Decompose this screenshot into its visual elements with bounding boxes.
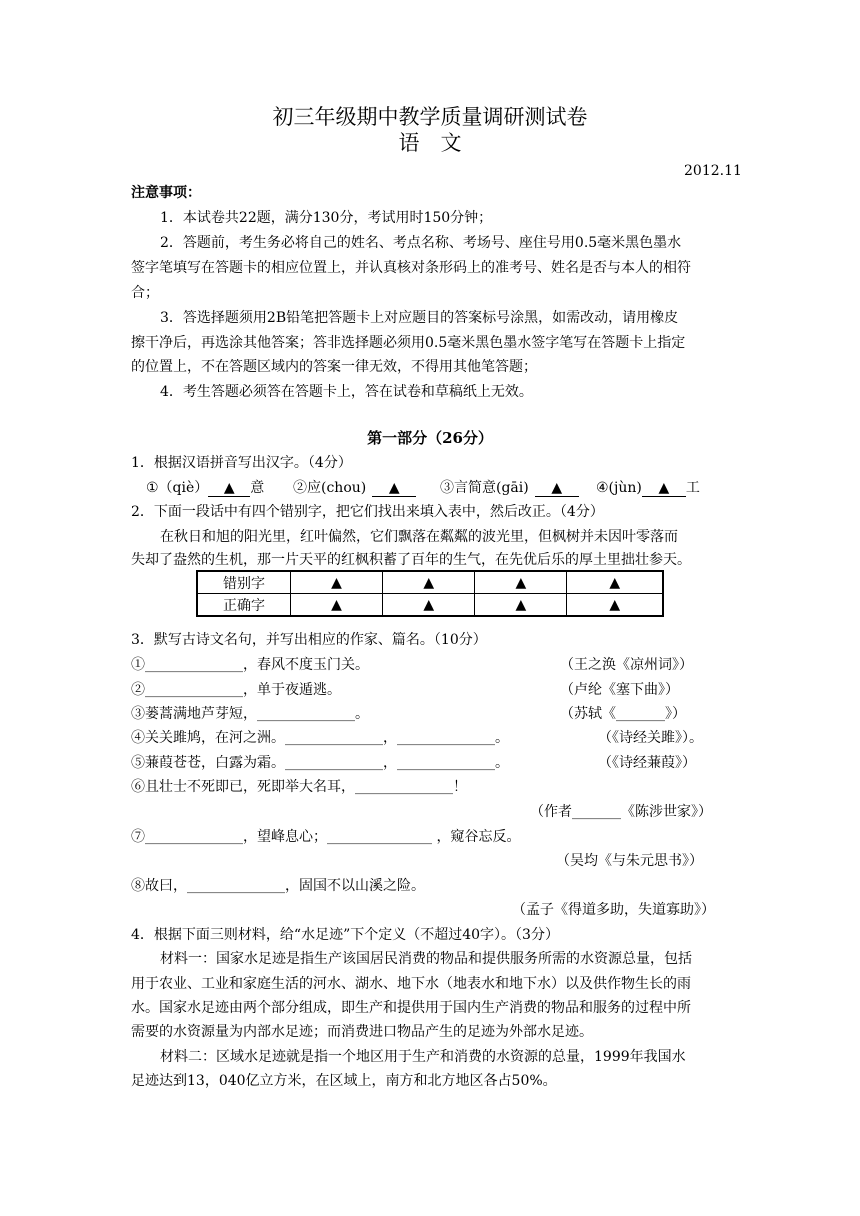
material-line: 需要的水资源量为内部水足迹；而消费进口物品产生的足迹为外部水足迹。 bbox=[131, 1024, 593, 1040]
answer-cell[interactable]: ▲ bbox=[383, 594, 475, 617]
q1-stem: 1．根据汉语拼音写出汉字。（4分） bbox=[131, 455, 352, 471]
poem-line[interactable]: ⑧故曰，______________，固国不以山溪之险。 bbox=[131, 878, 425, 894]
q1-item-pinyin: ③言简意(gāi) bbox=[440, 480, 529, 496]
q1-item-pinyin: ④(jùn) bbox=[596, 480, 642, 496]
q1-item-char: 意 bbox=[250, 480, 265, 496]
q2-passage: 失却了盎然的生机，那一片天平的红枫积蓄了百年的生气，在先优后乐的厚土里拙壮参天。 bbox=[131, 552, 691, 568]
material-line: 足迹达到13，040亿立方米，在区域上，南方和北方地区各占50%。 bbox=[131, 1073, 557, 1089]
q1-item bbox=[293, 478, 416, 498]
poem-source: （卢纶《塞下曲》） bbox=[560, 682, 679, 698]
q1-answer-blank[interactable] bbox=[208, 480, 250, 497]
notice-item: 2．答题前，考生务必将自己的姓名、考点名称、考场号、座住号用0.5毫米黑色墨水 bbox=[160, 235, 682, 251]
answer-cell[interactable]: ▲ bbox=[567, 594, 663, 617]
notice-item: 3．答选择题须用2B铅笔把答题卡上对应题目的答案标号涂黑，如需改动，请用橡皮 bbox=[160, 310, 679, 326]
q1-item bbox=[146, 478, 264, 498]
poem-source: （王之涣《凉州词》） bbox=[560, 657, 693, 673]
q1-item-pinyin: ①（qiè） bbox=[146, 480, 209, 496]
notice-item: 的位置上，不在答题区域内的答案一律无效，不得用其他笔答题； bbox=[131, 359, 537, 375]
notice-item: 擦干净后，再选涂其他答案；答非选择题必须用0.5毫米黑色墨水签字笔写在答题卡上指定 bbox=[131, 335, 686, 351]
poem-source[interactable]: （苏轼《_______》） bbox=[560, 706, 686, 722]
triangle-icon: ▲ bbox=[551, 480, 563, 496]
poem-source: （《诗经关雎》）。 bbox=[598, 730, 703, 746]
exam-date: 2012.11 bbox=[684, 163, 742, 179]
poem-line[interactable]: ⑥且壮士不死即已，死即举大名耳，______________！ bbox=[131, 779, 467, 795]
answer-cell[interactable]: ▲ bbox=[567, 571, 663, 594]
q3-stem: 3．默写古诗文名句，并写出相应的作家、篇名。（10分） bbox=[131, 632, 487, 648]
table-row bbox=[197, 594, 663, 617]
q2-stem: 2．下面一段话中有四个错别字，把它们找出来填入表中，然后改正。（4分） bbox=[131, 504, 604, 520]
q1-item-pinyin: ②应(chou) bbox=[293, 480, 367, 496]
poem-line[interactable]: ⑤蒹葭苍苍，白露为霜。______________，______________。 bbox=[131, 755, 509, 771]
poem-line[interactable]: ④关关雎鸠，在河之洲。______________，______________。 bbox=[131, 730, 509, 746]
poem-line[interactable]: ⑦______________，望峰息心；_______________ ，窥谷忘反。 bbox=[131, 829, 521, 845]
notice-item: 合； bbox=[131, 285, 159, 301]
q1-item-char: 工 bbox=[685, 480, 700, 496]
triangle-icon: ▲ bbox=[388, 480, 400, 496]
triangle-icon: ▲ bbox=[658, 480, 670, 496]
poem-source[interactable]: （作者_______《陈涉世家》） bbox=[530, 804, 712, 820]
q4-stem: 4．根据下面三则材料，给“水足迹”下个定义（不超过40字）。（3分） bbox=[131, 927, 559, 943]
answer-cell[interactable]: ▲ bbox=[475, 571, 567, 594]
poem-line[interactable]: ①______________，春风不度玉门关。 bbox=[131, 657, 369, 673]
exam-title: 初三年级期中教学质量调研测试卷 bbox=[272, 105, 588, 129]
notice-item: 4．考生答题必须答在答题卡上，答在试卷和草稿纸上无效。 bbox=[160, 384, 533, 400]
q1-item bbox=[440, 478, 579, 498]
answer-cell[interactable]: ▲ bbox=[383, 571, 475, 594]
q1-item bbox=[596, 478, 700, 498]
answer-cell[interactable]: ▲ bbox=[291, 594, 383, 617]
error-table bbox=[196, 570, 664, 617]
q2-passage: 在秋日和旭的阳光里，红叶偏然，它们飘落在粼粼的波光里，但枫树并未因叶零落而 bbox=[160, 529, 678, 545]
triangle-icon: ▲ bbox=[223, 480, 235, 496]
answer-cell[interactable]: ▲ bbox=[291, 571, 383, 594]
notice-item: 签字笔填写在答题卡的相应位置上，并认真核对条形码上的准考号、姓名是否与本人的相符 bbox=[131, 260, 691, 276]
material-line: 材料二：区域水足迹就是指一个地区用于生产和消费的水资源的总量，1999年我国水 bbox=[160, 1049, 686, 1065]
q1-answer-blank[interactable] bbox=[535, 480, 579, 497]
answer-cell[interactable]: ▲ bbox=[475, 594, 567, 617]
table-row bbox=[197, 571, 663, 594]
part1-heading: 第一部分（26分） bbox=[367, 429, 493, 447]
q1-answer-blank[interactable] bbox=[372, 480, 416, 497]
material-line: 用于农业、工业和家庭生活的河水、湖水、地下水（地表水和地下水）以及供作物生长的雨 bbox=[131, 976, 691, 992]
poem-source: （《诗经蒹葭》） bbox=[598, 755, 696, 771]
poem-source: （吴均《与朱元思书》） bbox=[556, 853, 703, 869]
poem-line[interactable]: ②______________，单于夜遁逃。 bbox=[131, 682, 341, 698]
poem-line[interactable]: ③蒌蒿满地芦芽短，______________。 bbox=[131, 706, 369, 722]
row-label: 正确字 bbox=[197, 594, 291, 617]
material-line: 水。国家水足迹由两个部分组成，即生产和提供用于国内生产消费的物品和服务的过程中所 bbox=[131, 1000, 691, 1016]
notice-heading: 注意事项： bbox=[131, 185, 201, 201]
poem-source: （孟子《得道多助，失道寡助》） bbox=[512, 902, 715, 918]
q1-answer-blank[interactable] bbox=[642, 480, 686, 497]
subject-title: 语 文 bbox=[398, 131, 462, 155]
material-line: 材料一：国家水足迹是指生产该国居民消费的物品和提供服务所需的水资源总量，包括 bbox=[160, 951, 692, 967]
notice-item: 1．本试卷共22题，满分130分，考试用时150分钟； bbox=[160, 210, 493, 226]
row-label: 错别字 bbox=[197, 571, 291, 594]
